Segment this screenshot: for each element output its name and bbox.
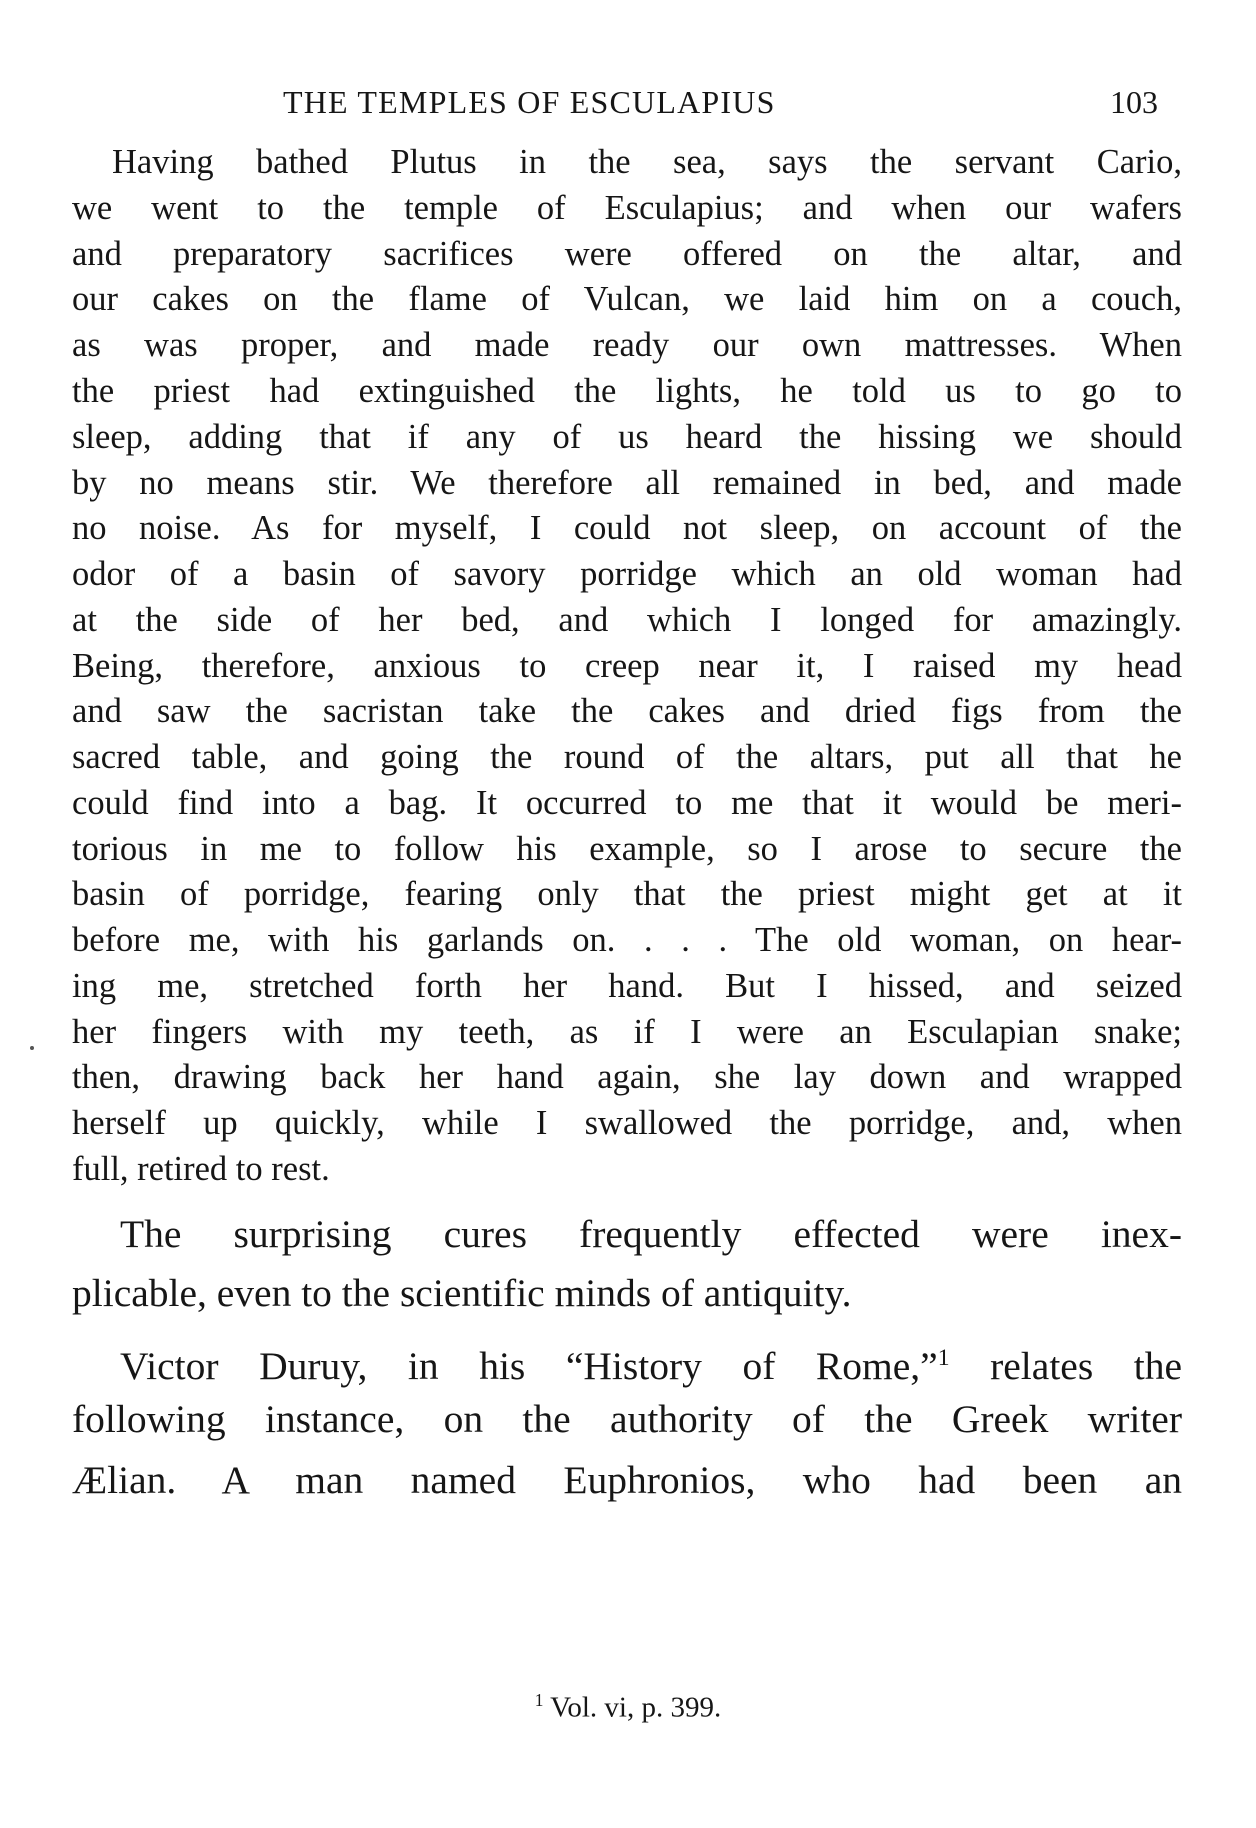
quote-line: odor of a basin of savory porridge which an old woman had <box>72 555 1182 593</box>
running-head <box>0 84 1256 124</box>
quote-line: her fingers with my teeth, as if I were an Esculapian snake; <box>72 1013 1182 1051</box>
quote-line: as was proper, and made ready our own mattresses. When <box>72 326 1182 364</box>
quote-line: and preparatory sacrifices were offered on the altar, and <box>72 235 1182 273</box>
quote-line: Being, therefore, anxious to creep near it, I raised my head <box>72 647 1182 685</box>
running-title: THE TEMPLES OF ESCULAPIUS <box>283 84 776 120</box>
quote-line: basin of porridge, fearing only that the priest might get at it <box>72 875 1182 913</box>
footnote-reference: 1 <box>937 1345 950 1371</box>
quote-line: before me, with his garlands on. . . . The old woman, on hear- <box>72 921 1182 959</box>
body-line-segment: relates the <box>990 1344 1183 1389</box>
quote-line: no noise. As for myself, I could not sleep, on account of the <box>72 509 1182 547</box>
quote-line: and saw the sacristan take the cakes and dried figs from the <box>72 692 1182 730</box>
quote-line: sacred table, and going the round of the altars, put all that he <box>72 738 1182 776</box>
body-line-segment: Victor Duruy, in his “History of Rome,” <box>120 1344 938 1389</box>
quote-line: Having bathed Plutus in the sea, says the servant Cario, <box>112 143 1182 181</box>
footnote-marker: 1 <box>534 1690 544 1710</box>
footnote <box>0 1690 1256 1725</box>
quote-line: ing me, stretched forth her hand. But I hissed, and seized <box>72 967 1182 1005</box>
body-line: following instance, on the authority of the Greek writer <box>72 1397 1182 1441</box>
quote-line: could find into a bag. It occurred to me that it would be meri- <box>72 784 1182 822</box>
quote-line: by no means stir. We therefore all remained in bed, and made <box>72 464 1182 502</box>
quote-line: at the side of her bed, and which I longed for amazingly. <box>72 601 1182 639</box>
body-line-with-footnote <box>120 1327 1182 1389</box>
quote-line: the priest had extinguished the lights, he told us to go to <box>72 372 1182 410</box>
quote-line: we went to the temple of Esculapius; and when our wafers <box>72 189 1182 227</box>
quote-line: torious in me to follow his example, so I arose to secure the <box>72 830 1182 868</box>
quote-line: herself up quickly, while I swallowed the porridge, and, when <box>72 1104 1182 1142</box>
page-number: 103 <box>1110 84 1158 120</box>
quote-line: full, retired to rest. <box>72 1150 330 1188</box>
margin-speck <box>30 1046 34 1050</box>
quote-line: sleep, adding that if any of us heard the hissing we should <box>72 418 1182 456</box>
body-line: Ælian. A man named Euphronios, who had been an <box>72 1458 1182 1502</box>
body-line: The surprising cures frequently effected were inex- <box>120 1212 1182 1256</box>
body-line: plicable, even to the scientific minds of antiquity. <box>72 1271 852 1315</box>
quote-line: our cakes on the flame of Vulcan, we laid him on a couch, <box>72 280 1182 318</box>
footnote-text: Vol. vi, p. 399. <box>550 1691 722 1724</box>
quote-line: then, drawing back her hand again, she lay down and wrapped <box>72 1058 1182 1096</box>
